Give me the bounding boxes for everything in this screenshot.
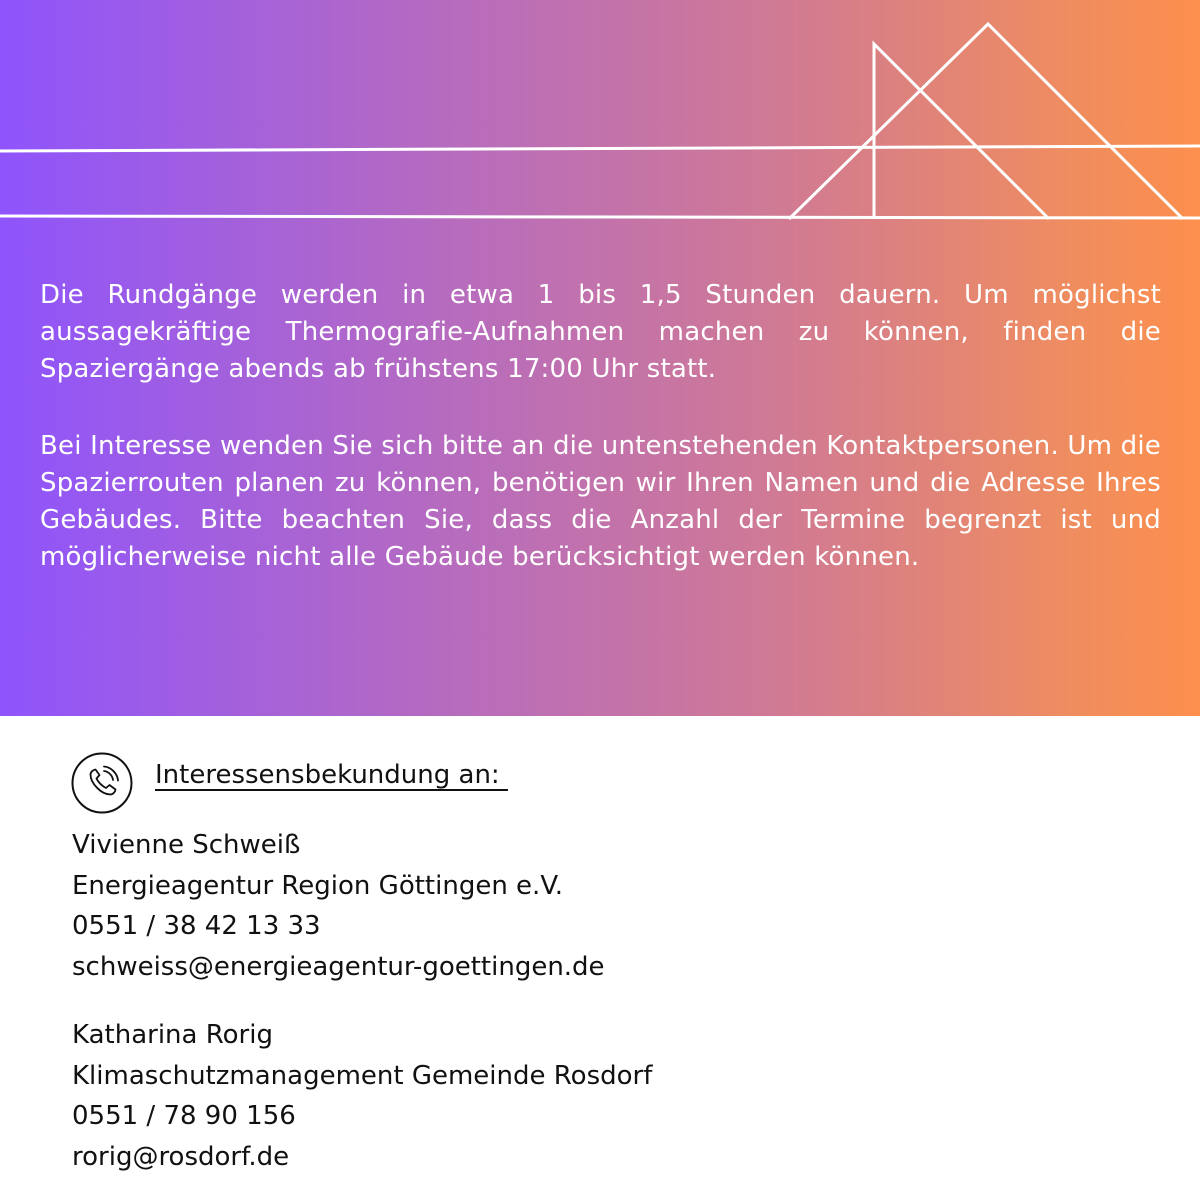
phone-icon xyxy=(71,752,133,814)
contact-name: Vivienne Schweiß xyxy=(72,830,301,860)
contact-phone[interactable]: 0551 / 78 90 156 xyxy=(72,1101,296,1131)
contact-name: Katharina Rorig xyxy=(72,1020,273,1050)
intro-paragraph-duration: Die Rundgänge werden in etwa 1 bis 1,5 Stunden dauern. Um möglichst aussagekräftige Thermografie-Aufnahmen machen zu können, finden die Spaziergänge abends ab frühstens 17:00 Uhr statt. xyxy=(40,280,1161,384)
contact-email[interactable]: rorig@rosdorf.de xyxy=(72,1141,290,1172)
contact-email[interactable]: schweiss@energieagentur-goettingen.de xyxy=(72,951,605,982)
contact-person xyxy=(72,825,1152,987)
contact-section xyxy=(0,716,1200,1200)
contact-organization: Klimaschutzmanagement Gemeinde Rosdorf xyxy=(72,1060,653,1091)
contact-person xyxy=(72,1015,1152,1177)
contact-heading: Interessensbekundung an: xyxy=(155,760,508,790)
contact-organization: Energieagentur Region Göttingen e.V. xyxy=(72,870,564,901)
intro-paragraph-contact-request: Bei Interesse wenden Sie sich bitte an die untenstehenden Kontaktpersonen. Um die Spazierrouten planen zu können, benötigen wir Ihren Namen und die Adresse Ihres Gebäudes. Bitte beachten Sie, dass die Anzahl der Termine begrenzt ist und möglicherweise nicht alle Gebäude berücksichtigt werden können. xyxy=(40,431,1161,572)
intro-text xyxy=(40,277,1161,576)
contact-phone[interactable]: 0551 / 38 42 13 33 xyxy=(72,911,321,941)
